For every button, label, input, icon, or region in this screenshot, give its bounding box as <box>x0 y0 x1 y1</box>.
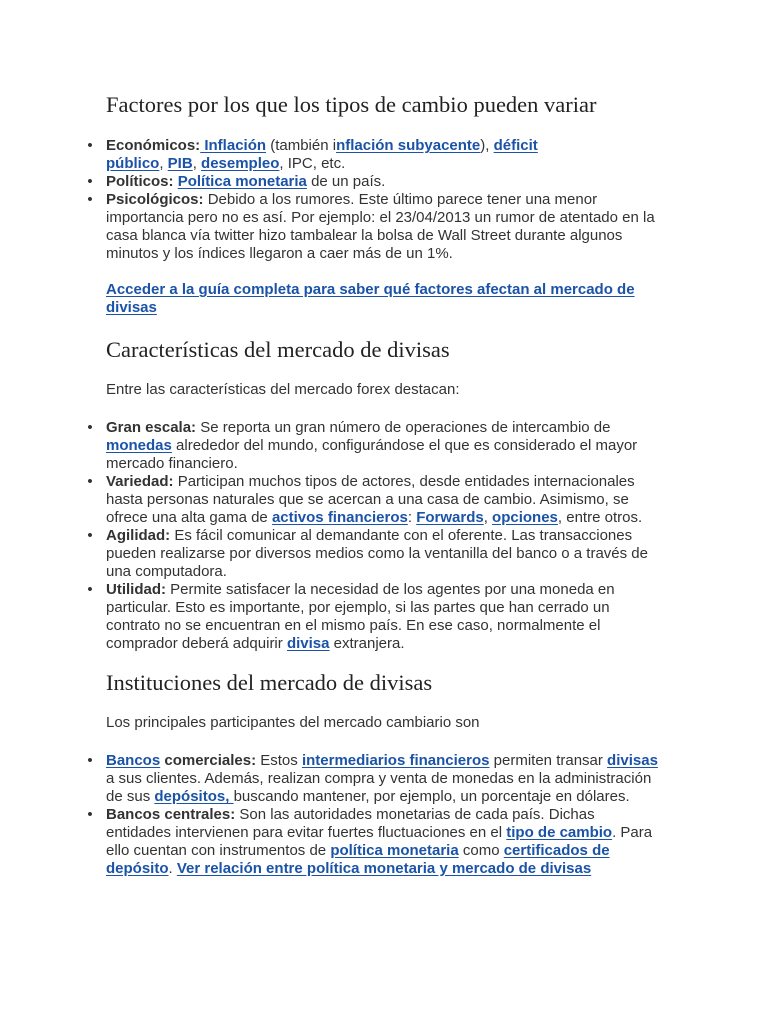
section-title-factores: Factores por los que los tipos de cambio pueden variar <box>106 92 597 117</box>
body-text: como <box>458 842 504 859</box>
body-text: , <box>159 155 168 172</box>
bullet: • <box>87 581 93 598</box>
body-text: alrededor del mundo, configurándose el que es considerado el mayor mercado financiero. <box>106 437 638 472</box>
body-text: . <box>168 860 177 877</box>
link-forwards[interactable]: Forwards <box>416 509 484 526</box>
bullet: • <box>87 527 93 544</box>
body-text: ), <box>480 137 494 154</box>
link-monedas[interactable]: monedas <box>106 437 172 454</box>
link-divisas[interactable]: divisas <box>607 752 658 769</box>
link-deficit-publico[interactable]: déficit público <box>106 137 538 172</box>
link-opciones[interactable]: opciones <box>492 509 558 526</box>
body-text: buscando mantener, por ejemplo, un porcentaje en dólares. <box>233 788 630 805</box>
bullet: • <box>87 137 93 154</box>
bullet: • <box>87 752 93 769</box>
bullet: • <box>87 173 93 190</box>
link-politica-monetaria[interactable]: Política monetaria <box>177 173 307 190</box>
body-text: Son las autoridades monetarias de cada país. Dichas entidades intervienen para evitar fuertes fluctuaciones en el <box>106 806 595 841</box>
body-text: a sus clientes. Además, realizan compra y venta de monedas en la administración de sus <box>106 770 652 805</box>
link-tipo-de-cambio[interactable]: tipo de cambio <box>506 824 613 841</box>
list-item <box>87 473 658 527</box>
term-label: Utilidad: <box>106 581 166 598</box>
list-item <box>87 806 662 878</box>
body-text: de un país. <box>306 173 386 190</box>
term-label: comerciales: <box>160 752 257 769</box>
guide-link[interactable]: Acceder a la guía completa para saber qué factores afectan al mercado de divisas <box>106 281 635 316</box>
characteristics-list <box>87 419 658 653</box>
link-pib[interactable]: PIB <box>167 155 193 172</box>
intro-text: Entre las características del mercado forex destacan: <box>106 381 460 398</box>
link-ver-relacion[interactable]: Ver relación entre política monetaria y mercado de divisas <box>176 860 592 877</box>
link-activos-financieros[interactable]: activos financieros <box>271 509 408 526</box>
link-depositos[interactable]: depósitos, <box>154 788 234 805</box>
intro-text: Los principales participantes del mercado cambiario son <box>106 714 480 731</box>
body-text: Permite satisfacer la necesidad de los agentes por una moneda en particular. Esto es importante, por ejemplo, si las partes que han cerrado un contrato no se encuentran en el mismo país. En ese caso, normalmente el comprador deberá adquirir <box>106 581 615 652</box>
list-item <box>87 137 556 173</box>
body-text: Es fácil comunicar al demandante con el oferente. Las transacciones pueden realizarse por diversos medios como la ventanilla del banco o a través de una computadora. <box>106 527 648 580</box>
bullet: • <box>87 191 93 208</box>
body-text: , <box>192 155 202 172</box>
body-text: extranjera. <box>329 635 405 652</box>
term-label: Gran escala: <box>106 419 197 436</box>
body-text: Participan muchos tipos de actores, desde entidades internacionales hasta personas naturales que se acercan a una casa de cambio. Asimismo, se ofrece una alta gama de <box>106 473 635 526</box>
link-inflacion[interactable]: Inflación <box>200 137 267 154</box>
bullet: • <box>87 473 93 490</box>
body-text: . Para ello cuentan con instrumentos de <box>106 824 653 859</box>
body-text: (también i <box>266 137 337 154</box>
term-label: Variedad: <box>106 473 174 490</box>
link-politica-monetaria[interactable]: política monetaria <box>330 842 459 859</box>
link-divisa[interactable]: divisa <box>286 635 330 652</box>
term-label: Económicos: <box>106 137 201 154</box>
term-label: Políticos: <box>106 173 174 190</box>
list-item <box>87 752 662 806</box>
list-item <box>87 527 658 581</box>
body-text: Estos <box>256 752 302 769</box>
bullet: • <box>87 806 93 823</box>
term-label: Bancos centrales: <box>106 806 236 823</box>
term-label: Psicológicos: <box>106 191 204 208</box>
body-text: Debido a los rumores. Este último parece tener una menor importancia pero no es así. Por ejemplo: el 23/04/2013 un rumor de atentado en la casa blanca vía twitter hizo tambalear la bolsa de Wall Street durante algunos minutos y los índices llegaron a caer más de un 1%. <box>106 191 655 262</box>
link-bancos[interactable]: Bancos <box>106 752 161 769</box>
body-text: Se reporta un gran número de operaciones de intercambio de <box>196 419 611 436</box>
list-item <box>87 581 658 653</box>
institutions-list <box>87 752 662 878</box>
link-inflacion-subyacente[interactable]: nflación subyacente <box>336 137 481 154</box>
bullet: • <box>87 419 93 436</box>
section-title-instituciones: Instituciones del mercado de divisas <box>106 670 433 695</box>
link-desempleo[interactable]: desempleo <box>201 155 280 172</box>
list-item <box>87 173 556 191</box>
body-text: , entre otros. <box>557 509 643 526</box>
guide-link-container <box>106 281 646 317</box>
body-text: , IPC, etc. <box>279 155 346 172</box>
link-certificados-deposito[interactable]: certificados de depósito <box>106 842 610 877</box>
factors-list <box>87 137 655 263</box>
body-text: , <box>483 509 493 526</box>
body-text: permiten transar <box>489 752 608 769</box>
list-item <box>87 419 658 473</box>
list-item <box>87 191 658 263</box>
link-intermediarios-financieros[interactable]: intermediarios financieros <box>301 752 490 769</box>
section-title-caracteristicas: Características del mercado de divisas <box>106 337 450 362</box>
body-text: : <box>407 509 417 526</box>
term-label: Agilidad: <box>106 527 171 544</box>
